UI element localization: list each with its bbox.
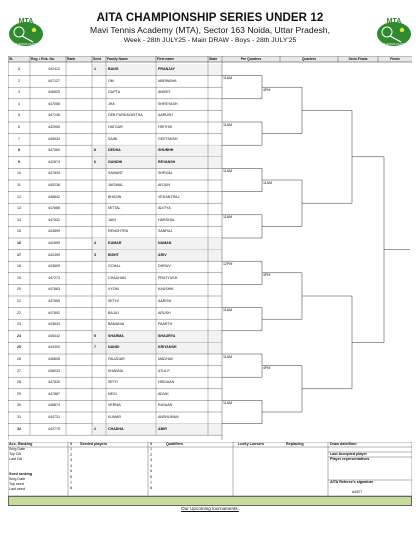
- draw-family: JAISWAL: [108, 183, 124, 187]
- draw-reg: 447146: [48, 113, 60, 118]
- acc-ranking-wcg: Wcg Date: [9, 447, 26, 451]
- seeded-number: 7: [70, 480, 73, 485]
- seed-ranking-last: Last seed: [9, 487, 25, 491]
- draw-seed: 4: [94, 241, 96, 245]
- draw-first: ABIR: [158, 426, 167, 431]
- draw-pos: 20: [17, 287, 21, 292]
- qualifiers-hash: #: [150, 442, 153, 446]
- lucky-losers-header: Lucky Loosers: [238, 442, 265, 446]
- draw-family: SHARMA: [108, 333, 124, 338]
- draw-reg: 442874: [48, 159, 60, 164]
- prequarter-time: 11AM: [223, 215, 233, 220]
- draw-family: SAWANT: [108, 171, 124, 176]
- draw-reg: 443643: [48, 322, 60, 327]
- draw-first: AARISH: [158, 299, 172, 303]
- draw-first: HARSHAL: [158, 217, 175, 222]
- qualifier-number: 8: [150, 486, 153, 491]
- column-header: Family Name: [107, 57, 128, 61]
- draw-pos: 29: [17, 391, 21, 396]
- draw-seed: 1: [94, 67, 96, 71]
- draw-pos: 9: [18, 159, 20, 164]
- last-accepted-label: Last Accepted player: [330, 452, 367, 456]
- draw-family: GOHAL: [108, 264, 121, 269]
- draw-first: SHRIJAL: [158, 171, 173, 176]
- draw-first: SHREYASH: [158, 101, 178, 106]
- draw-family: GUPTA: [108, 90, 121, 95]
- draw-pos: 18: [17, 264, 21, 269]
- academy-logo-left: [6, 14, 46, 48]
- draw-pos: 10: [17, 171, 21, 176]
- draw-pos: 17: [17, 252, 21, 257]
- draw-pos: 28: [17, 380, 21, 385]
- qualifier-number: 7: [150, 480, 153, 485]
- draw-first: AARUSH: [158, 113, 173, 118]
- draw-family: JHA: [108, 101, 115, 106]
- draw-reg: 446805: [48, 357, 60, 361]
- quarter-time: 11AM: [263, 180, 273, 185]
- draw-pos: 32: [17, 426, 21, 431]
- draw-family: GANDHI: [108, 159, 123, 164]
- column-header: Reg. / Rnk. No.: [31, 57, 55, 61]
- draw-first: SHUBHH: [158, 148, 174, 153]
- prequarter-time: 11AM: [223, 76, 233, 81]
- draw-first: ADITYA: [158, 206, 171, 211]
- draw-pos: 31: [17, 415, 21, 419]
- prequarter-time: 11AM: [223, 308, 233, 313]
- draw-pos: 30: [17, 403, 21, 408]
- draw-pos: 24: [17, 333, 21, 338]
- draw-reg: 447532: [48, 217, 60, 222]
- draw-reg: 442412: [48, 67, 60, 71]
- draw-pos: 2: [18, 78, 20, 83]
- draw-pos: 5: [18, 113, 20, 118]
- draw-family: BISHT: [108, 252, 119, 257]
- draw-pos: 21: [17, 299, 21, 303]
- header: [0, 0, 420, 54]
- logo-text-left: MTA: [18, 18, 34, 25]
- draw-family: BHASIN: [108, 194, 122, 199]
- draw-first: KRIYANSH: [158, 345, 177, 350]
- draw-pos: 12: [17, 194, 21, 199]
- qualifier-number: 4: [150, 463, 153, 468]
- column-header: Pre Quarters: [240, 57, 262, 61]
- draw-reg: 447892: [48, 310, 60, 315]
- draw-pos: 25: [17, 345, 21, 350]
- quarter-time: 4PM: [263, 87, 271, 92]
- column-header: Semi-Finals: [348, 57, 368, 61]
- draw-first: REYANSH: [158, 159, 176, 164]
- draw-first: RAYAAN: [158, 403, 173, 408]
- draw-pos: 15: [17, 229, 21, 234]
- seeded-number: 2: [70, 452, 73, 457]
- draw-family: DEDHA: [108, 148, 121, 153]
- draw-pos: 11: [17, 183, 21, 187]
- draw-family: BAJAJ: [108, 310, 119, 315]
- draw-seed: 3: [94, 252, 96, 257]
- column-header: State: [209, 57, 218, 61]
- draw-first: ADVIK: [158, 391, 169, 396]
- seeded-number: 3: [70, 458, 73, 463]
- seeded-number: 8: [70, 486, 73, 491]
- draw-reg: 438033: [48, 368, 60, 373]
- draw-first: PAARTH: [158, 322, 173, 327]
- draw-family: CHAUHAN: [108, 275, 126, 280]
- draw-seed: 7: [94, 345, 96, 350]
- bottom-grid: [8, 442, 412, 496]
- prequarter-time: 11AM: [223, 400, 233, 405]
- draw-subline: Week - 28th JULY25 - Main DRAW - Boys - 28th JULY'25: [123, 37, 297, 44]
- acc-ranking-last: Last DA: [9, 457, 23, 461]
- draw-first: ARJUN: [158, 183, 170, 187]
- seeded-number: 1: [70, 447, 73, 451]
- draw-reg: 445534: [48, 136, 60, 141]
- draw-reg: 447273: [48, 275, 60, 280]
- draw-pos: 3: [18, 90, 20, 95]
- column-header: St.: [9, 57, 14, 61]
- seed-ranking-header: Seed ranking: [9, 472, 33, 476]
- qualifier-number: 1: [150, 447, 153, 451]
- draw-reg: 443775: [48, 426, 60, 431]
- draw-family: BANG: [108, 67, 119, 71]
- acc-ranking-top: Top DA: [9, 452, 22, 456]
- draw-reg: 442950: [48, 125, 60, 129]
- draw-pos: 14: [17, 217, 21, 222]
- seed-ranking-wcg: Wcg Date: [9, 477, 26, 481]
- draw-family: NEGI: [108, 391, 117, 396]
- prequarter-time: 11AM: [223, 122, 233, 127]
- draw-reg: 443899: [48, 229, 60, 234]
- draw-reg: 447666: [48, 206, 60, 211]
- seeded-number: 4: [70, 463, 73, 468]
- draw-reg: 447655: [48, 299, 60, 303]
- draw-family: SETH: [108, 380, 118, 385]
- column-header: Finals: [390, 57, 400, 61]
- draw-first: HRITHIK: [158, 125, 173, 129]
- page-title: AITA CHAMPIONSHIP SERIES UNDER 12: [96, 12, 324, 24]
- bottom-info-table: [8, 442, 412, 502]
- draw-reg: 445236: [48, 183, 60, 187]
- draw-date-label: Draw date/time:: [330, 442, 358, 446]
- draw-pos: 8: [18, 148, 20, 153]
- prequarter-time: 11AM: [223, 354, 233, 359]
- column-header: Seed: [93, 57, 102, 61]
- draw-first: VEDANTRAJ: [158, 194, 180, 199]
- draw-first: ANSHUMAN: [158, 415, 179, 419]
- draw-family: HATGAR: [108, 125, 123, 129]
- seeded-number: 6: [70, 475, 73, 479]
- logo-caption-left: MAVI TENNIS ACADEMY: [11, 43, 41, 46]
- draw-reg: 443300: [48, 345, 60, 350]
- draw-first: SHAURYA: [158, 333, 176, 338]
- qualifier-number: 5: [150, 469, 153, 474]
- draw-reg: 444731: [48, 415, 60, 419]
- referee-number: #4927: [352, 490, 363, 494]
- draw-reg: 442699: [48, 241, 60, 245]
- draw-reg: 448842: [48, 194, 60, 199]
- draw-pos: 22: [17, 310, 21, 315]
- prequarter-time: 11AM: [223, 168, 233, 173]
- draw-family: KHANNA: [108, 368, 123, 373]
- qualifier-number: 2: [150, 452, 153, 457]
- draw-first: ANIKET: [158, 90, 171, 95]
- draw-reg: 446874: [48, 403, 60, 408]
- draw-first: PRANJAY: [158, 67, 175, 71]
- draw-family: KUMAR: [108, 415, 121, 419]
- draw-first: ARIV: [158, 252, 167, 257]
- main-draw-bracket: [8, 56, 412, 440]
- upcoming-tournaments-bar[interactable]: [8, 496, 412, 511]
- draw-family: SETHI: [108, 299, 119, 303]
- draw-reg: 447056: [48, 101, 60, 106]
- seeded-header-hash: #: [70, 442, 73, 446]
- draw-family: SAINI: [108, 136, 118, 141]
- seeded-players-header: Seeded players: [80, 442, 108, 446]
- draw-pos: 26: [17, 357, 21, 361]
- draw-first: PRATYUSH: [158, 275, 178, 280]
- draw-reg: 447830: [48, 380, 60, 385]
- column-header: Rank: [67, 57, 76, 61]
- quarter-time: 4PM: [263, 366, 271, 371]
- draw-family: VYOM: [108, 287, 119, 292]
- acc-ranking-header: Acc. Ranking: [9, 442, 33, 446]
- qualifier-number: 3: [150, 458, 153, 463]
- draw-family: CHADHA: [108, 426, 124, 431]
- draw-family: OM: [108, 78, 114, 83]
- draw-first: ARUSH: [158, 310, 171, 315]
- draw-reg: 446525: [48, 90, 60, 95]
- logo-text-right: MTA: [386, 18, 402, 25]
- draw-pos: 27: [17, 368, 21, 373]
- draw-first: ATULIT: [158, 368, 171, 373]
- draw-first: HRIDAAN: [158, 380, 175, 385]
- draw-pos: 7: [18, 136, 20, 141]
- draw-pos: 23: [17, 322, 21, 327]
- draw-family: NANDI: [108, 345, 120, 350]
- draw-reg: 447060: [48, 148, 60, 153]
- draw-first: MADHAV: [158, 357, 174, 361]
- draw-family: VERMA: [108, 403, 121, 408]
- draw-reg: 447663: [48, 287, 60, 292]
- quarter-time: 4PM: [263, 273, 271, 278]
- upcoming-tournaments-link[interactable]: Our Upcoming tournaments:: [181, 506, 239, 511]
- draw-family: KUMAR: [108, 241, 122, 245]
- draw-family: JAIN: [108, 217, 116, 222]
- draw-reg: 447127: [48, 78, 60, 83]
- academy-logo-right: [374, 14, 414, 48]
- draw-seed: 2: [94, 426, 96, 431]
- replacing-header: Replacing: [286, 442, 304, 446]
- player-reps-label: Player representatives: [330, 457, 370, 461]
- venue-subtitle: Mavi Tennis Academy (MTA), Sector 163 Noida, Uttar Pradesh,: [90, 25, 330, 35]
- draw-first: MARWAHA: [158, 78, 177, 83]
- seed-ranking-top: Top seed: [9, 482, 24, 486]
- draw-first: SANRAJ: [158, 229, 173, 234]
- draw-pos: 19: [17, 275, 21, 280]
- qualifier-number: 6: [150, 475, 153, 479]
- draw-family: RENOHTRA: [108, 229, 129, 234]
- seeded-number: 5: [70, 469, 73, 474]
- draw-reg: 447887: [48, 391, 60, 396]
- qualifiers-header: Qualifiers: [166, 442, 184, 446]
- draw-seed: 5: [94, 333, 96, 338]
- draw-family: MITTAL: [108, 206, 121, 211]
- prequarter-time: 12PM: [223, 261, 233, 266]
- draw-reg: 443609: [48, 264, 60, 269]
- draw-seed: 8: [94, 148, 96, 153]
- draw-family: DEB PURKAYASTHA: [108, 113, 143, 118]
- draw-first: GEETANSH: [158, 136, 178, 141]
- draw-pos: 16: [17, 241, 21, 245]
- logo-caption-right: MAVI TENNIS ACADEMY: [379, 43, 409, 46]
- column-header: First name: [157, 57, 175, 61]
- draw-reg: 442399: [48, 252, 60, 257]
- referee-signature-label: AITA Referee's signature: [330, 480, 374, 484]
- column-header: Quarters: [301, 57, 317, 61]
- draw-first: KAUSHIK: [158, 287, 174, 292]
- draw-pos: 13: [17, 206, 21, 211]
- draw-pos: 6: [18, 125, 20, 129]
- draw-reg: 447839: [48, 171, 60, 176]
- draw-pos: 4: [18, 101, 20, 106]
- draw-pos: 1: [18, 67, 20, 71]
- draw-family: BAMANIA: [108, 322, 125, 327]
- draw-reg: 445442: [48, 333, 60, 338]
- draw-family: FAUZDAR: [108, 357, 125, 361]
- draw-seed: 6: [94, 159, 96, 164]
- draw-first: DHRUV: [158, 264, 171, 269]
- draw-first: NAMAN: [158, 241, 172, 245]
